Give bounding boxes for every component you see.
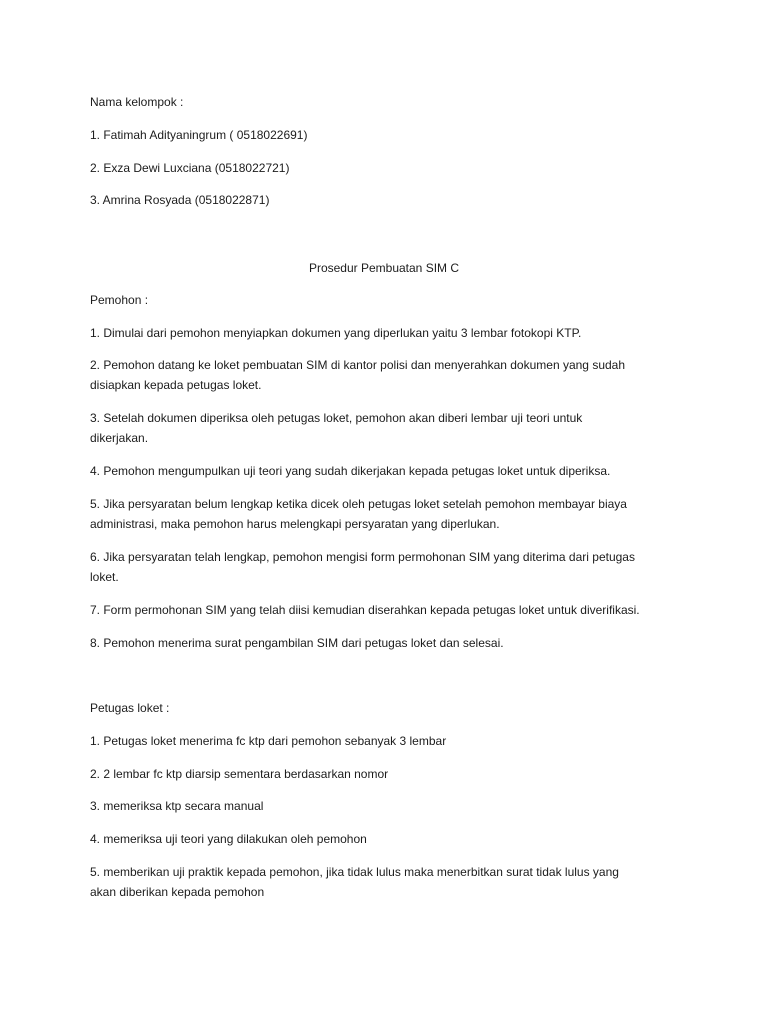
officer-step-line: 3. memeriksa ktp secara manual [90, 799, 264, 813]
applicant-step-line: disiapkan kepada petugas loket. [90, 378, 262, 392]
applicant-step-line: 4. Pemohon mengumpulkan uji teori yang sudah dikerjakan kepada petugas loket untuk diperiksa. [90, 464, 611, 478]
applicant-step-line: 5. Jika persyaratan belum lengkap ketika dicek oleh petugas loket setelah pemohon membayar biaya [90, 497, 627, 511]
section-heading-counter-officer: Petugas loket : [90, 701, 170, 715]
officer-step-line: 4. memeriksa uji teori yang dilakukan oleh pemohon [90, 832, 367, 846]
applicant-step-line: 1. Dimulai dari pemohon menyiapkan dokumen yang diperlukan yaitu 3 lembar fotokopi KTP. [90, 326, 582, 340]
applicant-step-line: administrasi, maka pemohon harus melengkapi persyaratan yang diperlukan. [90, 517, 500, 531]
applicant-step-line: 6. Jika persyaratan telah lengkap, pemohon mengisi form permohonan SIM yang diterima dari petugas [90, 550, 635, 564]
applicant-step-line: loket. [90, 570, 119, 584]
applicant-step-line: 2. Pemohon datang ke loket pembuatan SIM di kantor polisi dan menyerahkan dokumen yang sudah [90, 358, 626, 372]
officer-step-line: 5. memberikan uji praktik kepada pemohon, jika tidak lulus maka menerbitkan surat tidak lulus yang [90, 865, 619, 879]
applicant-step-line: 8. Pemohon menerima surat pengambilan SIM dari petugas loket dan selesai. [90, 636, 504, 650]
officer-step-line: 2. 2 lembar fc ktp diarsip sementara berdasarkan nomor [90, 767, 389, 781]
group-member: 3. Amrina Rosyada (0518022871) [90, 193, 270, 207]
section-heading-applicant: Pemohon : [90, 293, 149, 307]
officer-step-line: 1. Petugas loket menerima fc ktp dari pemohon sebanyak 3 lembar [90, 734, 447, 748]
applicant-step-line: dikerjakan. [90, 431, 149, 445]
applicant-step-line: 3. Setelah dokumen diperiksa oleh petugas loket, pemohon akan diberi lembar uji teori untuk [90, 411, 583, 425]
officer-step-line: akan diberikan kepada pemohon [90, 885, 265, 899]
group-member: 2. Exza Dewi Luxciana (0518022721) [90, 161, 290, 175]
document-title: Prosedur Pembuatan SIM C [308, 261, 460, 275]
group-heading: Nama kelompok : [90, 95, 184, 109]
applicant-step-line: 7. Form permohonan SIM yang telah diisi kemudian diserahkan kepada petugas loket untuk diverifikasi. [90, 603, 640, 617]
group-member: 1. Fatimah Adityaningrum ( 0518022691) [90, 128, 308, 142]
